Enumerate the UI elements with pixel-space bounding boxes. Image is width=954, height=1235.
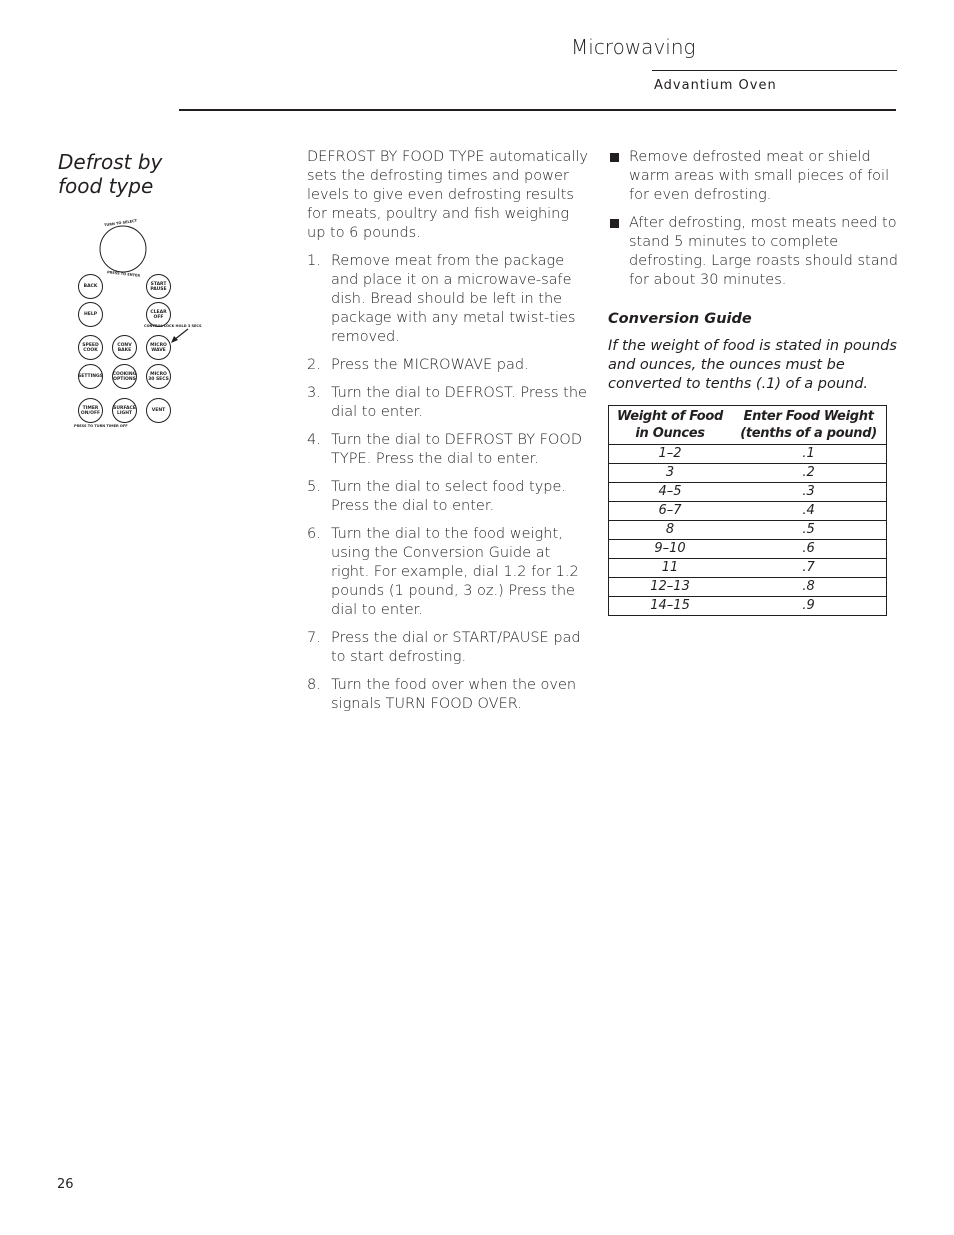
col-header-ounces-line2: in Ounces bbox=[635, 426, 705, 441]
step-item bbox=[307, 478, 592, 516]
table-row bbox=[609, 464, 887, 483]
tenths-cell: .2 bbox=[731, 464, 886, 483]
start-pause-button: START PAUSE bbox=[146, 274, 171, 299]
ounces-cell: 1–2 bbox=[609, 445, 732, 464]
step-item bbox=[307, 252, 592, 347]
step-text: Press the dial or START/PAUSE pad to start defrosting. bbox=[331, 630, 581, 665]
conv-bake-button: CONV BAKE bbox=[112, 335, 137, 360]
step-number: 3. bbox=[307, 385, 321, 401]
col-header-tenths bbox=[731, 406, 886, 445]
tip-item bbox=[608, 214, 898, 290]
speedcook-button: SPEED COOK bbox=[78, 335, 103, 360]
table-row bbox=[609, 445, 887, 464]
tips-list bbox=[608, 148, 898, 290]
step-item bbox=[307, 431, 592, 469]
section-title bbox=[58, 150, 162, 198]
tip-item bbox=[608, 148, 898, 205]
control-lock-label: CONTROL LOCK HOLD 3 SECS bbox=[144, 324, 202, 328]
ounces-cell: 14–15 bbox=[609, 597, 732, 616]
tenths-cell: .1 bbox=[731, 445, 886, 464]
page-number: 26 bbox=[57, 1177, 74, 1192]
micro-30-secs-button: MICRO 30 SECS bbox=[146, 364, 171, 389]
conversion-heading: Conversion Guide bbox=[608, 311, 752, 327]
table-row bbox=[609, 578, 887, 597]
step-item bbox=[307, 384, 592, 422]
timer-on-off-button: TIMER ON/OFF bbox=[78, 398, 103, 423]
table-row bbox=[609, 540, 887, 559]
step-number: 4. bbox=[307, 432, 321, 448]
tips-column bbox=[608, 148, 898, 616]
step-text: Remove meat from the package and place it on a microwave-safe dish. Bread should be left in the package with any metal twist-ties removed. bbox=[331, 253, 576, 345]
cooking-options-button: COOKING OPTIONS bbox=[112, 364, 137, 389]
step-number: 2. bbox=[307, 357, 321, 373]
tenths-cell: .4 bbox=[731, 502, 886, 521]
steps-list bbox=[307, 252, 592, 714]
help-button: HELP bbox=[78, 302, 103, 327]
timer-note-label: PRESS TO TURN TIMER OFF bbox=[74, 424, 128, 428]
table-row bbox=[609, 559, 887, 578]
step-item bbox=[307, 676, 592, 714]
tip-text: Remove defrosted meat or shield warm areas with small pieces of foil for even defrosting. bbox=[629, 149, 890, 203]
header-rule-short bbox=[652, 70, 897, 71]
step-text: Turn the dial to DEFROST BY FOOD TYPE. Press the dial to enter. bbox=[331, 432, 583, 467]
intro-paragraph: DEFROST BY FOOD TYPE automatically sets the defrosting times and power levels to give even defrosting results for meats, poultry and fish weighing up to 6 pounds. bbox=[307, 149, 589, 241]
step-text: Turn the dial to DEFROST. Press the dial to enter. bbox=[331, 385, 587, 420]
table-row bbox=[609, 521, 887, 540]
step-text: Press the MICROWAVE pad. bbox=[331, 357, 529, 373]
tenths-cell: .9 bbox=[731, 597, 886, 616]
ounces-cell: 4–5 bbox=[609, 483, 732, 502]
step-text: Turn the dial to the food weight, using the Conversion Guide at right. For example, dial 1.2 for 1.2 pounds (1 pound, 3 oz.) Press the dial to enter. bbox=[331, 526, 579, 618]
bullet-square-icon bbox=[610, 219, 619, 228]
table-row bbox=[609, 597, 887, 616]
dial-top-label: TURN TO SELECT bbox=[103, 218, 138, 228]
step-item bbox=[307, 356, 592, 375]
col-header-ounces-line1: Weight of Food bbox=[617, 409, 724, 424]
surface-light-button: SURFACE LIGHT bbox=[112, 398, 137, 423]
step-text: Turn the food over when the oven signals TURN FOOD OVER. bbox=[331, 677, 577, 712]
ounces-cell: 12–13 bbox=[609, 578, 732, 597]
header-title: Microwaving bbox=[571, 35, 696, 59]
col-header-tenths-line1: Enter Food Weight bbox=[743, 409, 874, 424]
step-number: 5. bbox=[307, 479, 321, 495]
step-text: Turn the dial to select food type. Press the dial to enter. bbox=[331, 479, 567, 514]
tenths-cell: .7 bbox=[731, 559, 886, 578]
ounces-cell: 8 bbox=[609, 521, 732, 540]
ounces-cell: 6–7 bbox=[609, 502, 732, 521]
step-number: 7. bbox=[307, 630, 321, 646]
select-dial-icon bbox=[100, 226, 146, 272]
ounces-cell: 9–10 bbox=[609, 540, 732, 559]
conversion-table bbox=[608, 405, 887, 616]
instructions-column bbox=[307, 148, 592, 723]
tenths-cell: .6 bbox=[731, 540, 886, 559]
tenths-cell: .8 bbox=[731, 578, 886, 597]
col-header-ounces bbox=[609, 406, 732, 445]
header-rule-long bbox=[179, 109, 896, 111]
table-row bbox=[609, 483, 887, 502]
vent-button: VENT bbox=[146, 398, 171, 423]
table-row bbox=[609, 502, 887, 521]
step-item bbox=[307, 629, 592, 667]
microwave-button: MICRO WAVE bbox=[146, 335, 171, 360]
conversion-intro: If the weight of food is stated in pounds and ounces, the ounces must be converted to tenths (.1) of a pound. bbox=[608, 338, 897, 392]
step-number: 8. bbox=[307, 677, 321, 693]
bullet-square-icon bbox=[610, 153, 619, 162]
section-title-line2: food type bbox=[58, 174, 154, 198]
tip-text: After defrosting, most meats need to stand 5 minutes to complete defrosting. Large roasts should stand for about 30 minutes. bbox=[629, 215, 898, 288]
tenths-cell: .3 bbox=[731, 483, 886, 502]
control-panel-illustration bbox=[70, 214, 200, 434]
ounces-cell: 11 bbox=[609, 559, 732, 578]
ounces-cell: 3 bbox=[609, 464, 732, 483]
step-number: 6. bbox=[307, 526, 321, 542]
header-subtitle: Advantium Oven bbox=[654, 78, 777, 93]
back-button: BACK bbox=[78, 274, 103, 299]
clear-off-button: CLEAR OFF bbox=[146, 302, 171, 327]
step-number: 1. bbox=[307, 253, 321, 269]
dial-bottom-label: PRESS TO ENTER bbox=[106, 270, 141, 278]
tenths-cell: .5 bbox=[731, 521, 886, 540]
settings-button: SETTINGS bbox=[78, 364, 103, 389]
table-header-row bbox=[609, 406, 887, 445]
step-item bbox=[307, 525, 592, 620]
col-header-tenths-line2: (tenths of a pound) bbox=[740, 426, 877, 441]
section-title-line1: Defrost by bbox=[58, 150, 163, 174]
